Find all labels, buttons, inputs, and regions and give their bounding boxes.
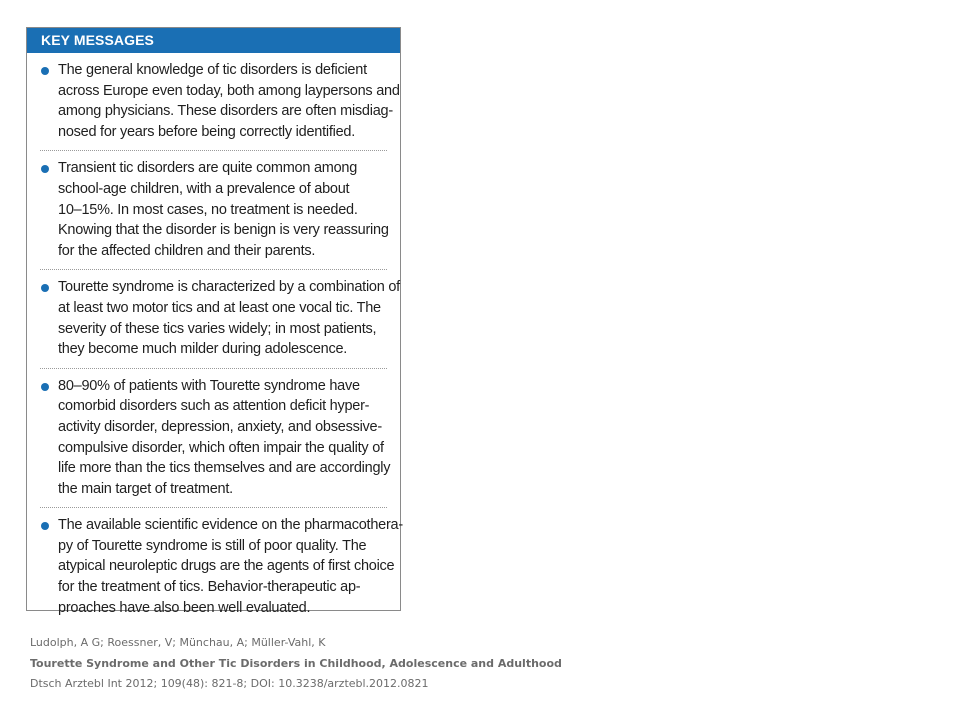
bullet-icon xyxy=(41,165,49,173)
key-message-line: for the affected children and their parents. xyxy=(58,242,316,259)
key-message-line: for the treatment of tics. Behavior-therapeutic ap- xyxy=(58,579,361,596)
key-message-line: life more than the tics themselves and are accordingly xyxy=(58,460,391,477)
key-message-line: activity disorder, depression, anxiety, and obsessive- xyxy=(58,418,382,435)
key-message-line: Transient tic disorders are quite common among xyxy=(58,160,358,177)
key-message-line: nosed for years before being correctly identified. xyxy=(58,123,356,140)
bullet-icon xyxy=(41,67,49,75)
key-message-line: proaches have also been well evaluated. xyxy=(58,599,311,616)
bullet-icon xyxy=(41,522,49,530)
key-message-line: the main target of treatment. xyxy=(58,480,233,497)
key-message-line: they become much milder during adolescence. xyxy=(58,341,348,358)
citation-journal: Dtsch Arztebl Int 2012; 109(48): 821-8; DOI: 10.3238/arztebl.2012.0821 xyxy=(30,677,429,690)
key-message-item xyxy=(27,508,403,626)
key-message-line: 10–15%. In most cases, no treatment is needed. xyxy=(58,201,358,218)
bullet-icon xyxy=(41,383,49,391)
bullet-icon xyxy=(41,284,49,292)
key-message-line: atypical neuroleptic drugs are the agents of first choice xyxy=(58,558,395,575)
key-messages-title: KEY MESSAGES xyxy=(27,28,400,53)
key-message-line: at least two motor tics and at least one vocal tic. The xyxy=(58,299,381,316)
key-message-line: across Europe even today, both among laypersons and xyxy=(58,82,400,99)
key-message-line: compulsive disorder, which often impair the quality of xyxy=(58,439,384,456)
key-message-line: The available scientific evidence on the pharmacothera- xyxy=(58,517,403,534)
key-message-item xyxy=(27,270,400,367)
key-message-item xyxy=(27,53,400,150)
key-message-line: Knowing that the disorder is benign is very reassuring xyxy=(58,222,389,239)
key-message-line: among physicians. These disorders are often misdiag- xyxy=(58,103,393,120)
citation-authors: Ludolph, A G; Roessner, V; Münchau, A; Müller-Vahl, K xyxy=(30,636,326,649)
key-message-line: The general knowledge of tic disorders is deficient xyxy=(58,62,367,78)
key-message-item xyxy=(27,369,400,508)
key-message-item xyxy=(27,151,400,269)
key-message-line: comorbid disorders such as attention deficit hyper- xyxy=(58,398,370,415)
key-message-line: 80–90% of patients with Tourette syndrome have xyxy=(58,377,360,394)
key-message-line: py of Tourette syndrome is still of poor quality. The xyxy=(58,537,367,554)
key-messages-box xyxy=(26,27,403,616)
key-message-line: severity of these tics varies widely; in most patients, xyxy=(58,320,377,337)
citation-title: Tourette Syndrome and Other Tic Disorders in Childhood, Adolescence and Adulthood xyxy=(30,657,562,670)
key-message-line: Tourette syndrome is characterized by a combination of xyxy=(58,279,400,296)
key-message-line: school-age children, with a prevalence of about xyxy=(58,180,350,197)
key-messages-list xyxy=(27,53,403,626)
